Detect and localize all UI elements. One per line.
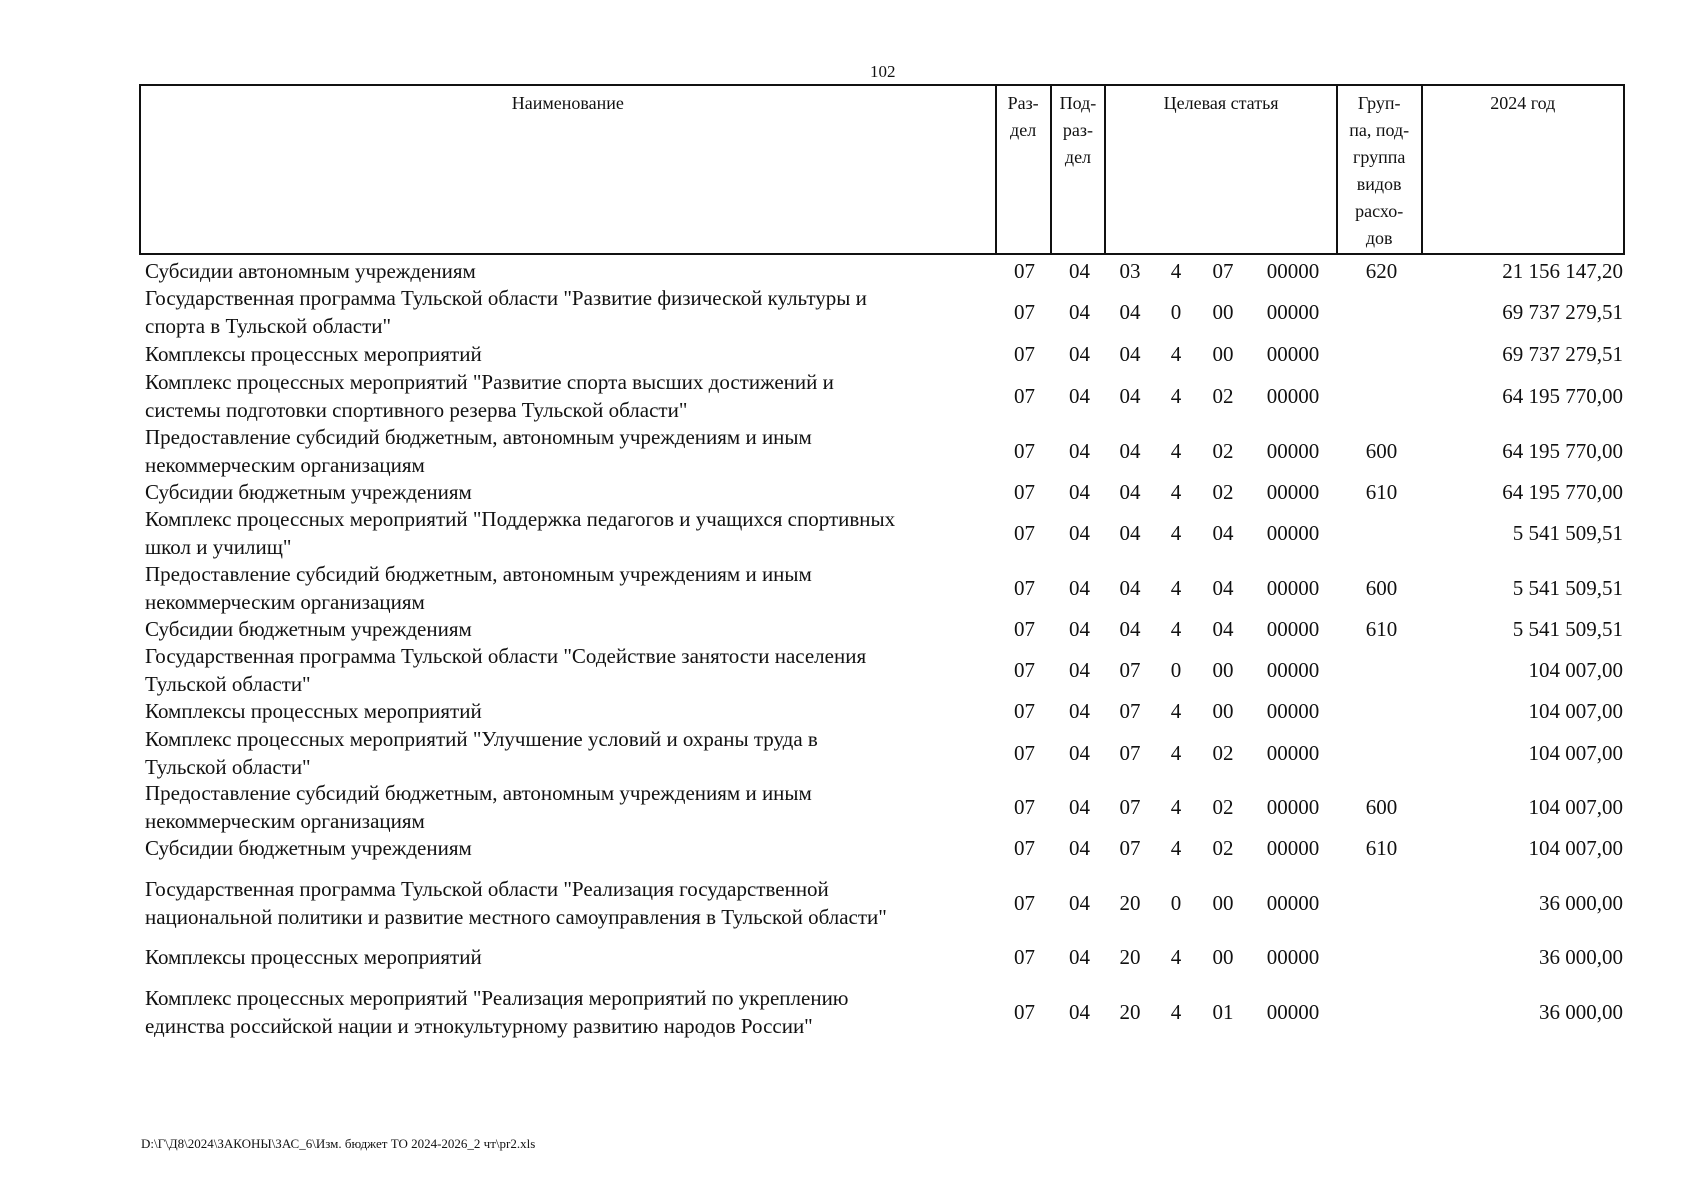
header-podrazdel — [1052, 86, 1107, 253]
cell-cs-type: 4 — [1170, 575, 1182, 600]
cell-cs-direction: 00000 — [1266, 384, 1320, 408]
cell-name-line: некоммерческим организациям — [145, 589, 425, 614]
cell-sum-2024: 104 007,00 — [1528, 795, 1623, 819]
cell-podrazdel: 04 — [1069, 657, 1090, 682]
header-vid-rashodov-line: видов — [1356, 174, 1402, 194]
header-year: 2024 год — [1490, 93, 1556, 113]
cell-sum-2024: 104 007,00 — [1528, 657, 1623, 682]
cell-sum-2024: 64 195 770,00 — [1502, 384, 1623, 408]
header-podrazdel-line: Под- — [1059, 93, 1097, 113]
table-row — [139, 834, 1625, 862]
table-row — [139, 642, 1625, 697]
header-razdel — [997, 86, 1052, 253]
cell-cs-subprogram: 02 — [1212, 384, 1234, 408]
cell-cs-program: 20 — [1119, 999, 1141, 1024]
cell-cs-direction: 00000 — [1266, 616, 1320, 641]
table-row — [139, 971, 1625, 1052]
table-row — [139, 339, 1625, 369]
cell-cs-program: 07 — [1119, 795, 1141, 819]
header-vid-rashodov-line: Груп- — [1357, 93, 1401, 113]
cell-podrazdel: 04 — [1069, 999, 1090, 1024]
cell-sum-2024: 36 000,00 — [1539, 890, 1623, 915]
cell-podrazdel: 04 — [1069, 890, 1090, 915]
header-vid-rashodov-line: группа — [1352, 147, 1406, 167]
cell-name-line: Государственная программа Тульской области "Содействие занятости населения — [145, 643, 867, 668]
cell-cs-program: 04 — [1119, 384, 1141, 408]
cell-cs-program: 04 — [1119, 479, 1141, 504]
cell-razdel: 07 — [1014, 520, 1035, 545]
cell-cs-direction: 00000 — [1266, 890, 1320, 915]
cell-name-line: Предоставление субсидий бюджетным, автономным учреждениям и иным — [145, 781, 812, 805]
cell-name-line: Комплекс процессных мероприятий "Развитие спорта высших достижений и — [145, 370, 834, 394]
table-row — [139, 697, 1625, 725]
cell-cs-direction: 00000 — [1266, 479, 1320, 504]
cell-cs-subprogram: 07 — [1212, 258, 1234, 283]
cell-podrazdel: 04 — [1069, 699, 1090, 723]
cell-name-line: школ и училищ" — [145, 534, 292, 559]
cell-cs-type: 4 — [1170, 438, 1182, 463]
header-razdel-line: дел — [1010, 120, 1037, 140]
cell-name-line: некоммерческим организациям — [145, 809, 425, 833]
cell-name-line: единства российской нации и этнокультурному развитию народов России" — [145, 1013, 813, 1038]
cell-cs-type: 0 — [1170, 300, 1182, 324]
page-number: 102 — [870, 62, 896, 81]
cell-name — [139, 423, 997, 479]
cell-razdel: 07 — [1014, 300, 1035, 324]
cell-name-line: Комплекс процессных мероприятий "Улучшение условий и охраны труда в — [145, 726, 818, 751]
cell-name — [139, 257, 997, 285]
cell-podrazdel: 04 — [1069, 795, 1090, 819]
cell-name-line: Субсидии бюджетным учреждениям — [145, 479, 472, 504]
header-vid-rashodov-line: расхо- — [1355, 201, 1404, 221]
table-row — [139, 943, 1625, 971]
cell-sum-2024: 36 000,00 — [1539, 999, 1623, 1024]
cell-cs-subprogram: 00 — [1212, 890, 1234, 915]
cell-cs-direction: 00000 — [1266, 999, 1320, 1024]
cell-cs-subprogram: 04 — [1212, 575, 1234, 600]
cell-cs-direction: 00000 — [1266, 438, 1320, 463]
cell-razdel: 07 — [1014, 836, 1035, 860]
cell-sum-2024: 5 541 509,51 — [1512, 520, 1623, 545]
cell-name — [139, 340, 997, 368]
cell-cs-subprogram: 04 — [1212, 616, 1234, 641]
table-body — [139, 256, 1625, 1052]
cell-name — [139, 943, 997, 971]
cell-cs-type: 4 — [1170, 699, 1182, 723]
cell-name — [139, 284, 997, 340]
cell-name-line: Субсидии бюджетным учреждениям — [145, 616, 472, 641]
cell-cs-direction: 00000 — [1266, 945, 1320, 969]
cell-name-line: Предоставление субсидий бюджетным, автономным учреждениям и иным — [145, 424, 812, 449]
cell-name — [139, 779, 997, 835]
cell-cs-program: 20 — [1119, 890, 1141, 915]
cell-podrazdel: 04 — [1069, 479, 1090, 504]
cell-razdel: 07 — [1014, 384, 1035, 408]
cell-cs-program: 04 — [1119, 300, 1141, 324]
table-row — [139, 780, 1625, 834]
cell-cs-type: 0 — [1170, 890, 1182, 915]
table-row — [139, 285, 1625, 339]
cell-podrazdel: 04 — [1069, 384, 1090, 408]
cell-razdel: 07 — [1014, 575, 1035, 600]
cell-razdel: 07 — [1014, 616, 1035, 641]
cell-cs-type: 4 — [1170, 836, 1182, 860]
cell-sum-2024: 5 541 509,51 — [1512, 575, 1623, 600]
cell-cs-subprogram: 02 — [1212, 836, 1234, 860]
cell-cs-subprogram: 04 — [1212, 520, 1234, 545]
cell-sum-2024: 64 195 770,00 — [1502, 438, 1623, 463]
cell-cs-type: 4 — [1170, 945, 1182, 969]
cell-cs-program: 07 — [1119, 657, 1141, 682]
cell-razdel: 07 — [1014, 438, 1035, 463]
cell-sum-2024: 69 737 279,51 — [1502, 300, 1623, 324]
cell-cs-type: 4 — [1170, 342, 1182, 366]
cell-sum-2024: 104 007,00 — [1528, 740, 1623, 765]
cell-cs-type: 4 — [1170, 258, 1182, 283]
cell-name — [139, 984, 997, 1040]
cell-cs-subprogram: 00 — [1212, 342, 1234, 366]
cell-vid-rashodov: 600 — [1365, 438, 1398, 463]
cell-cs-direction: 00000 — [1266, 300, 1320, 324]
cell-razdel: 07 — [1014, 479, 1035, 504]
cell-name-line: Комплекс процессных мероприятий "Поддержка педагогов и учащихся спортивных — [145, 506, 896, 531]
cell-cs-program: 04 — [1119, 616, 1141, 641]
cell-podrazdel: 04 — [1069, 575, 1090, 600]
cell-name — [139, 642, 997, 698]
cell-podrazdel: 04 — [1069, 438, 1090, 463]
cell-name-line: Субсидии автономным учреждениям — [145, 258, 476, 283]
cell-name — [139, 505, 997, 561]
cell-razdel: 07 — [1014, 342, 1035, 366]
cell-cs-subprogram: 00 — [1212, 699, 1234, 723]
cell-podrazdel: 04 — [1069, 300, 1090, 324]
cell-cs-direction: 00000 — [1266, 657, 1320, 682]
header-celevaya-statya: Целевая статья — [1106, 86, 1337, 253]
cell-cs-program: 20 — [1119, 945, 1141, 969]
table-row — [139, 505, 1625, 560]
cell-podrazdel: 04 — [1069, 342, 1090, 366]
cell-cs-program: 07 — [1119, 740, 1141, 765]
table-header — [139, 84, 1625, 255]
header-podrazdel-line: раз- — [1062, 120, 1094, 140]
cell-razdel: 07 — [1014, 890, 1035, 915]
cell-cs-direction: 00000 — [1266, 258, 1320, 283]
table-row — [139, 256, 1625, 285]
cell-name-line: Предоставление субсидий бюджетным, автономным учреждениям и иным — [145, 561, 812, 586]
cell-name-line: Комплексы процессных мероприятий — [145, 945, 482, 969]
cell-cs-program: 04 — [1119, 342, 1141, 366]
cell-cs-subprogram: 02 — [1212, 438, 1234, 463]
cell-razdel: 07 — [1014, 945, 1035, 969]
cell-razdel: 07 — [1014, 699, 1035, 723]
cell-name — [139, 725, 997, 781]
cell-razdel: 07 — [1014, 657, 1035, 682]
cell-sum-2024: 104 007,00 — [1528, 836, 1623, 860]
cell-podrazdel: 04 — [1069, 945, 1090, 969]
cell-cs-type: 0 — [1170, 657, 1182, 682]
cell-vid-rashodov: 610 — [1365, 616, 1398, 641]
cell-name — [139, 478, 997, 506]
cell-name-line: Комплексы процессных мероприятий — [145, 699, 482, 723]
footer-file-path: D:\Г\Д8\2024\ЗАКОНЫ\ЗАС_6\Изм. бюджет ТО 2024-2026_2 чт\pr2.xls — [141, 1136, 536, 1151]
cell-sum-2024: 21 156 147,20 — [1502, 258, 1623, 283]
cell-vid-rashodov: 610 — [1365, 479, 1398, 504]
table-row — [139, 615, 1625, 642]
cell-cs-type: 4 — [1170, 520, 1182, 545]
cell-name-line: некоммерческим организациям — [145, 452, 425, 477]
cell-name-line: Тульской области" — [145, 671, 311, 696]
table-row — [139, 423, 1625, 478]
cell-name — [139, 834, 997, 862]
header-razdel-line: Раз- — [1007, 93, 1039, 113]
cell-cs-type: 4 — [1170, 616, 1182, 641]
cell-name — [139, 697, 997, 725]
cell-cs-subprogram: 01 — [1212, 999, 1234, 1024]
cell-cs-subprogram: 02 — [1212, 795, 1234, 819]
cell-cs-direction: 00000 — [1266, 520, 1320, 545]
cell-cs-program: 07 — [1119, 699, 1141, 723]
cell-podrazdel: 04 — [1069, 616, 1090, 641]
table-row — [139, 478, 1625, 505]
cell-cs-type: 4 — [1170, 999, 1182, 1024]
cell-cs-subprogram: 00 — [1212, 945, 1234, 969]
cell-name-line: Комплекс процессных мероприятий "Реализация мероприятий по укреплению — [145, 985, 849, 1010]
cell-podrazdel: 04 — [1069, 258, 1090, 283]
cell-sum-2024: 104 007,00 — [1528, 699, 1623, 723]
cell-name-line: Комплексы процессных мероприятий — [145, 342, 482, 366]
header-vid-rashodov — [1338, 86, 1423, 253]
cell-cs-program: 07 — [1119, 836, 1141, 860]
cell-cs-type: 4 — [1170, 384, 1182, 408]
cell-cs-direction: 00000 — [1266, 699, 1320, 723]
cell-sum-2024: 69 737 279,51 — [1502, 342, 1623, 366]
cell-cs-direction: 00000 — [1266, 795, 1320, 819]
cell-sum-2024: 36 000,00 — [1539, 945, 1623, 969]
cell-cs-direction: 00000 — [1266, 836, 1320, 860]
cell-razdel: 07 — [1014, 258, 1035, 283]
cell-name-line: национальной политики и развитие местного самоуправления в Тульской области" — [145, 904, 887, 929]
header-podrazdel-line: дел — [1064, 147, 1092, 167]
cell-cs-program: 04 — [1119, 575, 1141, 600]
cell-cs-program: 03 — [1119, 258, 1141, 283]
header-name: Наименование — [141, 86, 997, 253]
cell-sum-2024: 5 541 509,51 — [1512, 616, 1623, 641]
cell-name — [139, 560, 997, 616]
cell-cs-direction: 00000 — [1266, 575, 1320, 600]
cell-razdel: 07 — [1014, 795, 1035, 819]
cell-vid-rashodov: 610 — [1365, 836, 1398, 860]
cell-cs-type: 4 — [1170, 740, 1182, 765]
cell-razdel: 07 — [1014, 740, 1035, 765]
table-row — [139, 369, 1625, 423]
cell-name — [139, 615, 997, 643]
cell-cs-direction: 00000 — [1266, 342, 1320, 366]
cell-vid-rashodov: 600 — [1365, 795, 1398, 819]
header-vid-rashodov-line: па, под- — [1349, 120, 1410, 140]
cell-podrazdel: 04 — [1069, 520, 1090, 545]
cell-cs-subprogram: 00 — [1212, 300, 1234, 324]
cell-cs-subprogram: 02 — [1212, 740, 1234, 765]
cell-name-line: Государственная программа Тульской области "Реализация государственной — [145, 876, 829, 901]
cell-cs-program: 04 — [1119, 438, 1141, 463]
cell-vid-rashodov: 600 — [1365, 575, 1398, 600]
cell-name — [139, 875, 997, 931]
cell-cs-type: 4 — [1170, 795, 1182, 819]
cell-cs-subprogram: 00 — [1212, 657, 1234, 682]
cell-razdel: 07 — [1014, 999, 1035, 1024]
cell-name-line: спорта в Тульской области" — [145, 314, 392, 338]
cell-cs-program: 04 — [1119, 520, 1141, 545]
cell-sum-2024: 64 195 770,00 — [1502, 479, 1623, 504]
cell-name — [139, 368, 997, 424]
cell-podrazdel: 04 — [1069, 836, 1090, 860]
cell-cs-subprogram: 02 — [1212, 479, 1234, 504]
cell-cs-type: 4 — [1170, 479, 1182, 504]
cell-name-line: Тульской области" — [145, 754, 311, 779]
cell-name-line: Субсидии бюджетным учреждениям — [145, 836, 472, 860]
header-vid-rashodov-line: дов — [1365, 228, 1393, 248]
table-row — [139, 725, 1625, 780]
cell-podrazdel: 04 — [1069, 740, 1090, 765]
table-row — [139, 862, 1625, 943]
cell-vid-rashodov: 620 — [1365, 258, 1398, 283]
table-row — [139, 560, 1625, 615]
cell-cs-direction: 00000 — [1266, 740, 1320, 765]
cell-name-line: системы подготовки спортивного резерва Тульской области" — [145, 398, 688, 422]
cell-name-line: Государственная программа Тульской области "Развитие физической культуры и — [145, 286, 867, 310]
